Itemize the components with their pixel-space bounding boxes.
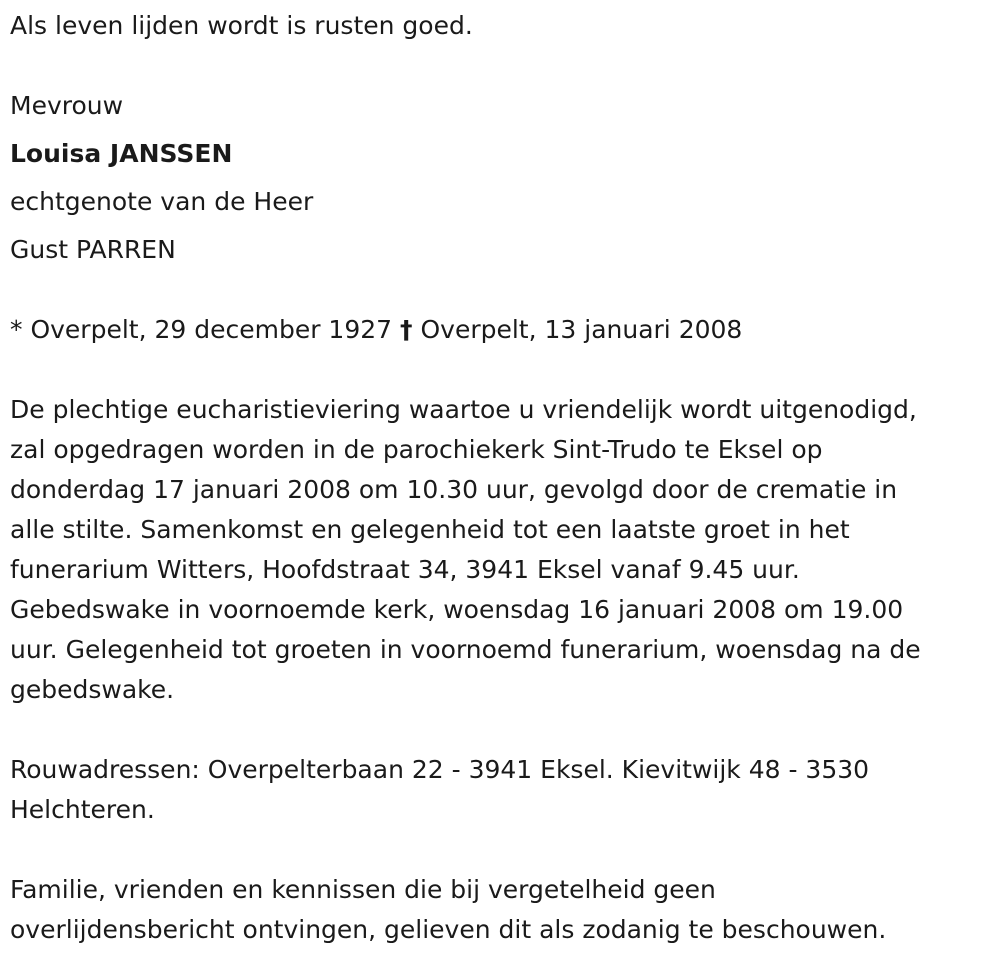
address-line: Helchteren. (10, 795, 155, 824)
closing-line: Familie, vrienden en kennissen die bij vergetelheid geen (10, 875, 716, 904)
ceremony-paragraph (10, 390, 990, 710)
salutation: Mevrouw (10, 91, 124, 120)
ceremony-line: alle stilte. Samenkomst en gelegenheid tot een laatste groet in het (10, 515, 850, 544)
spouse-name: Gust PARREN (10, 235, 176, 264)
ceremony-line: zal opgedragen worden in de parochiekerk Sint-Trudo te Eksel op (10, 435, 823, 464)
deceased-name: Louisa JANSSEN (10, 139, 233, 168)
closing-line: overlijdensbericht ontvingen, gelieven dit als zodanig te beschouwen. (10, 915, 887, 944)
closing-paragraph (10, 870, 990, 950)
dates-line (10, 310, 742, 350)
motto: Als leven lijden wordt is rusten goed. (10, 11, 473, 40)
relation-text: echtgenote van de Heer (10, 187, 314, 216)
ceremony-line: gebedswake. (10, 675, 175, 704)
address-line: Rouwadressen: Overpelterbaan 22 - 3941 Eksel. Kievitwijk 48 - 3530 (10, 755, 870, 784)
birth-date: * Overpelt, 29 december 1927 (10, 315, 393, 344)
ceremony-line: Gebedswake in voornoemde kerk, woensdag 16 januari 2008 om 19.00 (10, 595, 904, 624)
addresses-paragraph (10, 750, 990, 830)
ceremony-line: funerarium Witters, Hoofdstraat 34, 3941 Eksel vanaf 9.45 uur. (10, 555, 800, 584)
cross-icon: † (400, 315, 413, 344)
ceremony-line: uur. Gelegenheid tot groeten in voornoemd funerarium, woensdag na de (10, 635, 921, 664)
ceremony-line: De plechtige eucharistieviering waartoe u vriendelijk wordt uitgenodigd, (10, 395, 917, 424)
ceremony-line: donderdag 17 januari 2008 om 10.30 uur, gevolgd door de crematie in (10, 475, 898, 504)
death-date: Overpelt, 13 januari 2008 (420, 315, 743, 344)
